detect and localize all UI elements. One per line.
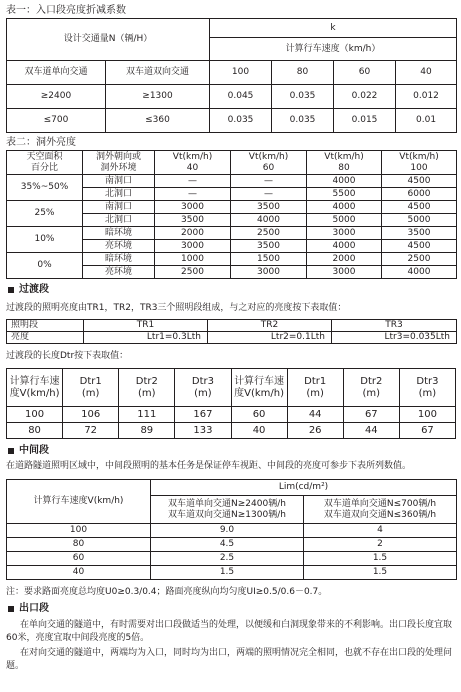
table-row	[7, 524, 457, 538]
table-cell: 2500	[231, 227, 307, 240]
table-cell: 106	[63, 407, 119, 423]
table-cell: 89	[119, 423, 175, 439]
exit-paragraph-1: 在单向交通的隧道中，有时需要对出口段做适当的处理，以便缓和白洞现象带来的不利影响。出口段长度宜取60米，亮度宜取中间段亮度的5倍。	[6, 620, 453, 643]
heavy-traffic-header: 双车道单向交通N≥2400辆/h 双车道双向交通N≥1300辆/h	[151, 496, 304, 524]
table-row	[7, 566, 457, 580]
table-cell: Ltr1=0.3Lth	[84, 332, 208, 344]
table-cell: 0.01	[396, 109, 457, 133]
speed-col: 40	[396, 61, 457, 85]
heading-text: 出口段	[19, 603, 49, 614]
speed-col: Vt(km/h) 80	[307, 151, 382, 175]
table-cell: 100	[7, 524, 151, 538]
table-cell: 100	[399, 407, 455, 423]
table-cell: ≥1300	[106, 85, 210, 109]
table-cell: 1.5	[304, 552, 457, 566]
column-header: Dtr3 (m)	[175, 369, 231, 407]
table-cell: 40	[7, 566, 151, 580]
table-cell: 133	[175, 423, 231, 439]
table-cell: 3000	[231, 266, 307, 279]
table-cell: 60	[7, 552, 151, 566]
table-cell: 3500	[231, 201, 307, 214]
table-cell: 4000	[307, 175, 382, 188]
table-row	[7, 253, 457, 266]
sky-area-cell: 10%	[7, 227, 83, 253]
table-cell: 2000	[307, 253, 382, 266]
middle-note: 注：要求路面亮度总均度U0≥0.3/0.4；路面亮度纵向均匀度UI≥0.5/0.6－0.7。	[6, 587, 328, 597]
table-cell: —	[155, 175, 231, 188]
table-cell: ≥2400	[7, 85, 106, 109]
transition-length-paragraph: 过渡段的长度Dtr按下表取值：	[6, 351, 129, 361]
table-cell: 3000	[307, 266, 382, 279]
section-bullet-icon	[8, 448, 14, 454]
table-cell: 2	[304, 538, 457, 552]
column-header: Dtr1 (m)	[287, 369, 343, 407]
two-way-header: 双车道双向交通	[106, 61, 210, 85]
table-cell: 4500	[382, 175, 457, 188]
speed-col: 60	[334, 61, 396, 85]
table1-entrance-reduction	[6, 18, 457, 133]
table-cell: 1.5	[304, 566, 457, 580]
table-cell: 0.015	[334, 109, 396, 133]
table-cell: 3000	[155, 240, 231, 253]
speed-col: 100	[210, 61, 272, 85]
light-traffic-header: 双车道单向交通N≤700辆/h 双车道双向交通N≤360辆/h	[304, 496, 457, 524]
table-cell: 67	[343, 407, 399, 423]
column-header: Dtr1 (m)	[63, 369, 119, 407]
table-cell: 5000	[382, 214, 457, 227]
table-cell: 3000	[155, 201, 231, 214]
table-cell: 3500	[382, 227, 457, 240]
table-cell: 0.035	[272, 109, 334, 133]
table-cell: 44	[287, 407, 343, 423]
table-cell: 80	[7, 423, 63, 439]
table-row	[7, 538, 457, 552]
environment-cell: 北洞口	[83, 214, 155, 227]
column-header: 计算行车速 度V(km/h)	[231, 369, 287, 407]
table-cell: —	[231, 175, 307, 188]
document-page	[6, 4, 456, 673]
table-cell: 照明段	[7, 320, 84, 332]
exit-heading	[6, 602, 456, 616]
heading-text: 中间段	[19, 445, 49, 456]
table-cell: TR2	[208, 320, 332, 332]
table-cell: Ltr2=0.1Lth	[208, 332, 332, 344]
table-cell: 60	[231, 407, 287, 423]
table-cell: 80	[7, 538, 151, 552]
table-row	[7, 423, 456, 439]
table-cell: 2.5	[151, 552, 304, 566]
table-cell: 167	[175, 407, 231, 423]
table-cell: 0.035	[210, 109, 272, 133]
column-header: Dtr3 (m)	[399, 369, 455, 407]
table-cell: 72	[63, 423, 119, 439]
environment-cell: 亮环境	[83, 266, 155, 279]
table-cell: 2500	[155, 266, 231, 279]
table-cell: 4500	[382, 240, 457, 253]
table-cell: 26	[287, 423, 343, 439]
environment-cell: 暗环境	[83, 227, 155, 240]
speed-col: Vt(km/h) 60	[231, 151, 307, 175]
table-cell: 9.0	[151, 524, 304, 538]
one-way-header: 双车道单向交通	[7, 61, 106, 85]
heading-text: 过渡段	[19, 284, 49, 295]
sky-area-header: 天空面积 百分比	[7, 151, 83, 175]
middle-table-body	[7, 524, 457, 580]
speed-header: 计算行车速度V(km/h)	[7, 480, 151, 524]
table-cell: 4000	[382, 266, 457, 279]
table-cell: 67	[399, 423, 455, 439]
table-cell: —	[231, 188, 307, 201]
lim-header: Lim(cd/m²)	[151, 480, 457, 496]
environment-cell: 暗环境	[83, 253, 155, 266]
table-cell: TR1	[84, 320, 208, 332]
table-header-row	[7, 369, 456, 407]
table-cell: 4500	[382, 201, 457, 214]
table2-outside-luminance	[6, 150, 457, 279]
section-bullet-icon	[8, 606, 14, 612]
section-bullet-icon	[8, 287, 14, 293]
k-header: k	[210, 19, 457, 38]
table-cell: 5000	[307, 214, 382, 227]
environment-cell: 北洞口	[83, 188, 155, 201]
column-header: Dtr2 (m)	[343, 369, 399, 407]
table-cell: 44	[343, 423, 399, 439]
environment-cell: 亮环境	[83, 240, 155, 253]
table-cell: 3500	[155, 214, 231, 227]
table-row	[7, 201, 457, 214]
table-cell: —	[155, 188, 231, 201]
table-cell: 40	[231, 423, 287, 439]
table-cell: 2500	[382, 253, 457, 266]
sky-area-cell: 25%	[7, 201, 83, 227]
environment-cell: 南洞口	[83, 175, 155, 188]
speed-header: 计算行车速度（km/h）	[210, 38, 457, 61]
table-cell: ≤700	[7, 109, 106, 133]
table-cell: 4000	[307, 240, 382, 253]
transition-heading	[6, 283, 456, 297]
table2-body	[7, 175, 457, 279]
column-header: 计算行车速 度V(km/h)	[7, 369, 63, 407]
table-cell: ≤360	[106, 109, 210, 133]
sky-area-cell: 35%~50%	[7, 175, 83, 201]
table-row	[7, 552, 457, 566]
table-cell: 100	[7, 407, 63, 423]
column-header: Dtr2 (m)	[119, 369, 175, 407]
table-cell: 111	[119, 407, 175, 423]
speed-col: 80	[272, 61, 334, 85]
table1-caption: 表一：入口段亮度折减系数	[6, 5, 126, 16]
transition-luminance-table	[6, 319, 457, 344]
design-traffic-header: 设计交通量N（辆/H）	[7, 19, 210, 61]
table-cell: 4000	[307, 201, 382, 214]
table-cell: 2000	[155, 227, 231, 240]
speed-col: Vt(km/h) 100	[382, 151, 457, 175]
table-cell: 0.035	[272, 85, 334, 109]
transition-paragraph: 过渡段的照明亮度由TR1，TR2，TR3三个照明段组成，与之对应的亮度按下表取值：	[6, 303, 347, 313]
middle-heading	[6, 444, 456, 458]
table-cell: 3500	[231, 240, 307, 253]
table-cell: TR3	[332, 320, 457, 332]
exit-paragraph-2: 在对向交通的隧道中，两端均为入口，同时均为出口，两端的照明情况完全相同，也就不存在出口段的处理问题。	[6, 648, 453, 671]
table-cell: 0.022	[334, 85, 396, 109]
table-cell: 6000	[382, 188, 457, 201]
table-cell: 0.045	[210, 85, 272, 109]
table-row	[7, 227, 457, 240]
table-cell: Ltr3=0.035Lth	[332, 332, 457, 344]
table-cell: 0.012	[396, 85, 457, 109]
table-cell: 5500	[307, 188, 382, 201]
table-cell: 3000	[307, 227, 382, 240]
table-row	[7, 407, 456, 423]
environment-cell: 南洞口	[83, 201, 155, 214]
table-cell: 1.5	[151, 566, 304, 580]
table-cell: 4	[304, 524, 457, 538]
orientation-header: 洞外朝向或 洞外环境	[83, 151, 155, 175]
middle-luminance-table	[6, 479, 457, 580]
table2-caption: 表二：洞外亮度	[6, 137, 76, 148]
table-cell: 4.5	[151, 538, 304, 552]
middle-paragraph: 在道路隧道照明区域中，中间段照明的基本任务是保证停车视距、中间段的亮度可参步下表所列数值。	[6, 461, 412, 471]
table-cell: 亮度	[7, 332, 84, 344]
table-cell: 4000	[231, 214, 307, 227]
sky-area-cell: 0%	[7, 253, 83, 279]
table-cell: 1000	[155, 253, 231, 266]
table-cell: 1500	[231, 253, 307, 266]
table-row	[7, 175, 457, 188]
transition-length-table	[6, 368, 456, 439]
speed-col: Vt(km/h) 40	[155, 151, 231, 175]
